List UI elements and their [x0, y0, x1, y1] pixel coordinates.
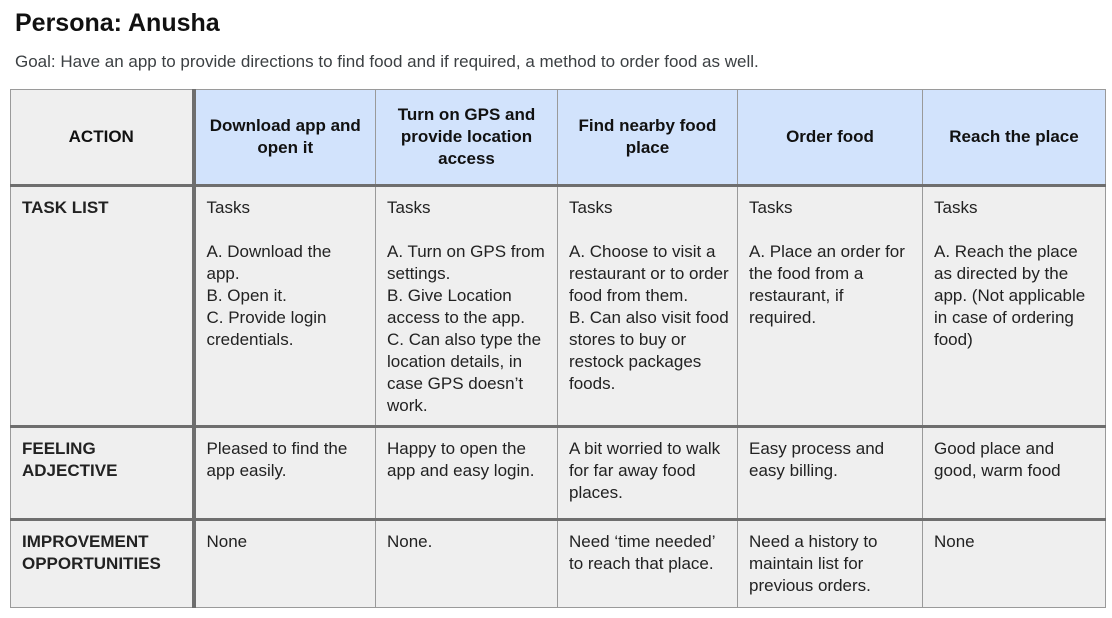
- task-list-row: [11, 186, 1106, 427]
- improvement-opportunities-row: [11, 520, 1106, 608]
- column-header-find-food-place: Find nearby food place: [558, 90, 738, 186]
- table-cell: A bit worried to walk for far away food places.: [558, 427, 738, 520]
- table-cell: Pleased to find the app easily.: [194, 427, 376, 520]
- header-row: [11, 90, 1106, 186]
- column-header-reach-place: Reach the place: [923, 90, 1106, 186]
- column-header-order-food: Order food: [738, 90, 923, 186]
- table-cell: Tasks A. Place an order for the food from a restaurant, if required.: [738, 186, 923, 427]
- table-cell: Happy to open the app and easy login.: [376, 427, 558, 520]
- goal-text: Goal: Have an app to provide directions to find food and if required, a method to order food as well.: [15, 52, 759, 71]
- table-cell: Need a history to maintain list for previous orders.: [738, 520, 923, 608]
- journey-map-table: [10, 89, 1106, 608]
- table-cell: None.: [376, 520, 558, 608]
- table-cell: Tasks A. Download the app. B. Open it. C. Provide login credentials.: [194, 186, 376, 427]
- table-cell: None: [923, 520, 1106, 608]
- table-cell: Good place and good, warm food: [923, 427, 1106, 520]
- table-cell: Tasks A. Turn on GPS from settings. B. Give Location access to the app. C. Can also type the location details, in case GPS doesn’t work.: [376, 186, 558, 427]
- feeling-adjective-row: [11, 427, 1106, 520]
- table-cell: Tasks A. Reach the place as directed by the app. (Not applicable in case of ordering food): [923, 186, 1106, 427]
- table-cell: Easy process and easy billing.: [738, 427, 923, 520]
- page-title: Persona: Anusha: [15, 9, 220, 37]
- action-header: ACTION: [11, 90, 194, 186]
- column-header-turn-on-gps: Turn on GPS and provide location access: [376, 90, 558, 186]
- row-header-feeling-adjective: FEELING ADJECTIVE: [11, 427, 194, 520]
- column-header-download-app: Download app and open it: [194, 90, 376, 186]
- row-header-improvement-opportunities: IMPROVEMENT OPPORTUNITIES: [11, 520, 194, 608]
- table-cell: None: [194, 520, 376, 608]
- row-header-task-list: TASK LIST: [11, 186, 194, 427]
- table-cell: Tasks A. Choose to visit a restaurant or to order food from them. B. Can also visit food stores to buy or restock packages foods.: [558, 186, 738, 427]
- table-cell: Need ‘time needed’ to reach that place.: [558, 520, 738, 608]
